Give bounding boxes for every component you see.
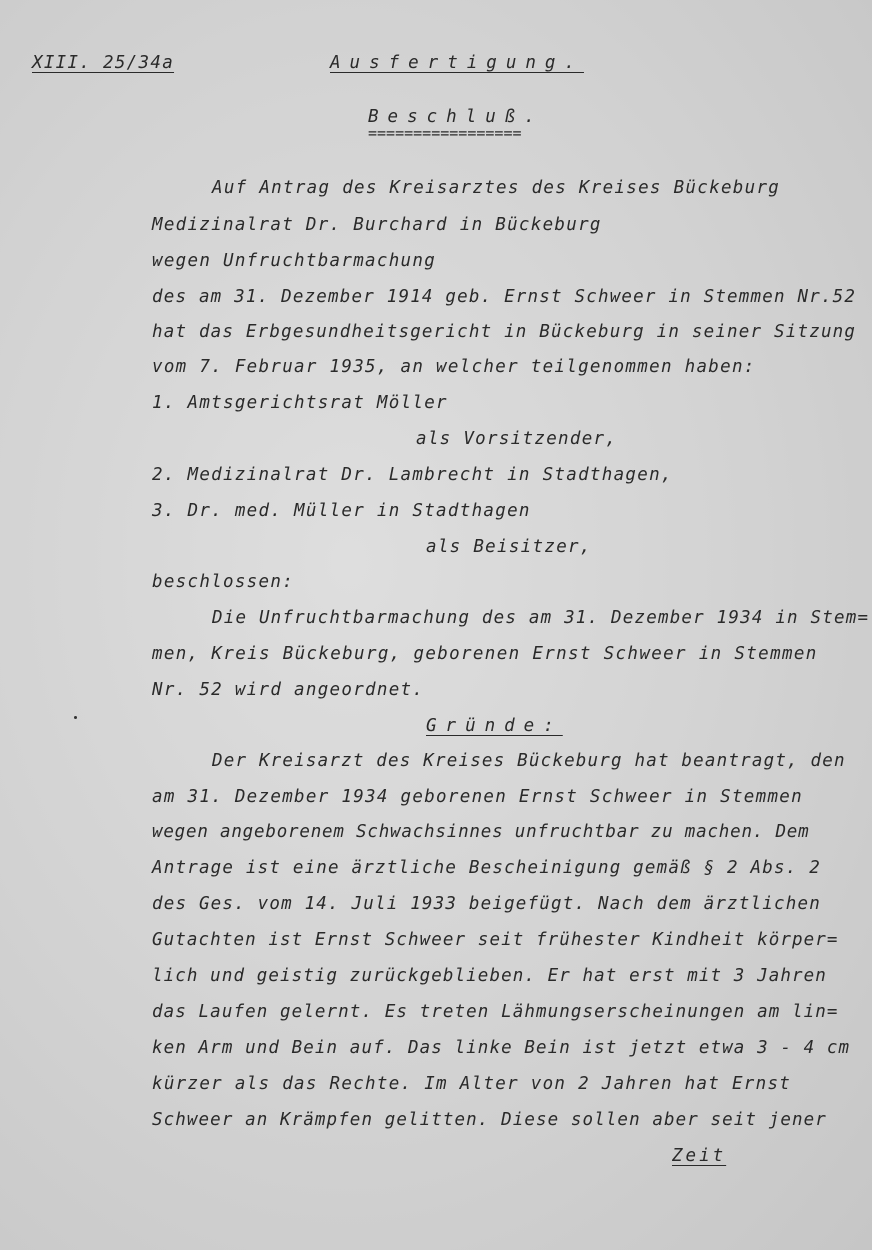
reasons-line-10: kürzer als das Rechte. Im Alter von 2 Jahren hat Ernst [152,1074,792,1094]
reasons-line-9: ken Arm und Bein auf. Das linke Bein ist jetzt etwa 3 - 4 cm [152,1038,851,1058]
body-line-14: men, Kreis Bückeburg, geborenen Ernst Schweer in Stemmen [152,644,818,664]
body-line-8: als Vorsitzender, [416,429,618,449]
body-line-12: beschlossen: [152,572,295,592]
body-line-10: 3. Dr. med. Müller in Stadthagen [152,501,531,521]
title-double-underline: ================= [368,124,522,142]
body-line-1: Auf Antrag des Kreisarztes des Kreises Bückeburg [212,178,781,198]
reasons-line-7: lich und geistig zurückgeblieben. Er hat erst mit 3 Jahren [152,966,827,986]
body-line-4: des am 31. Dezember 1914 geb. Ernst Schweer in Stemmen Nr.52 [152,287,857,307]
body-line-3: wegen Unfruchtbarmachung [152,251,437,271]
ink-speck [74,716,77,719]
reasons-line-8: das Laufen gelernt. Es treten Lähmungserscheinungen am lin= [152,1002,839,1022]
document-type: Ausfertigung. [330,53,584,73]
body-line-2: Medizinalrat Dr. Burchard in Bückeburg [152,215,602,235]
catchword: Zeit [672,1146,727,1166]
body-line-7: 1. Amtsgerichtsrat Möller [152,393,448,413]
body-line-15: Nr. 52 wird angeordnet. [152,680,425,700]
reasons-heading: Gründe: [426,716,563,736]
body-line-11: als Beisitzer, [426,537,592,557]
reasons-line-2: am 31. Dezember 1934 geborenen Ernst Schweer in Stemmen [152,787,803,807]
reasons-line-5: des Ges. vom 14. Juli 1933 beigefügt. Nach dem ärztlichen [152,894,821,914]
body-line-6: vom 7. Februar 1935, an welcher teilgenommen haben: [152,357,756,377]
reasons-line-1: Der Kreisarzt des Kreises Bückeburg hat beantragt, den [212,751,846,771]
file-number: XIII. 25/34a [32,53,175,73]
reasons-line-11: Schweer an Krämpfen gelitten. Diese sollen aber seit jener [152,1110,827,1130]
reasons-line-4: Antrage ist eine ärztliche Bescheinigung gemäß § 2 Abs. 2 [152,858,821,878]
body-line-5: hat das Erbgesundheitsgericht in Bückeburg in seiner Sitzung [152,322,857,342]
reasons-line-3: wegen angeborenem Schwachsinnes unfruchtbar zu machen. Dem [152,822,810,842]
body-line-13: Die Unfruchtbarmachung des am 31. Dezember 1934 in Stem= [212,608,870,628]
reasons-line-6: Gutachten ist Ernst Schweer seit frühester Kindheit körper= [152,930,839,950]
document-title: Beschluß. [368,107,544,127]
body-line-9: 2. Medizinalrat Dr. Lambrecht in Stadthagen, [152,465,673,485]
